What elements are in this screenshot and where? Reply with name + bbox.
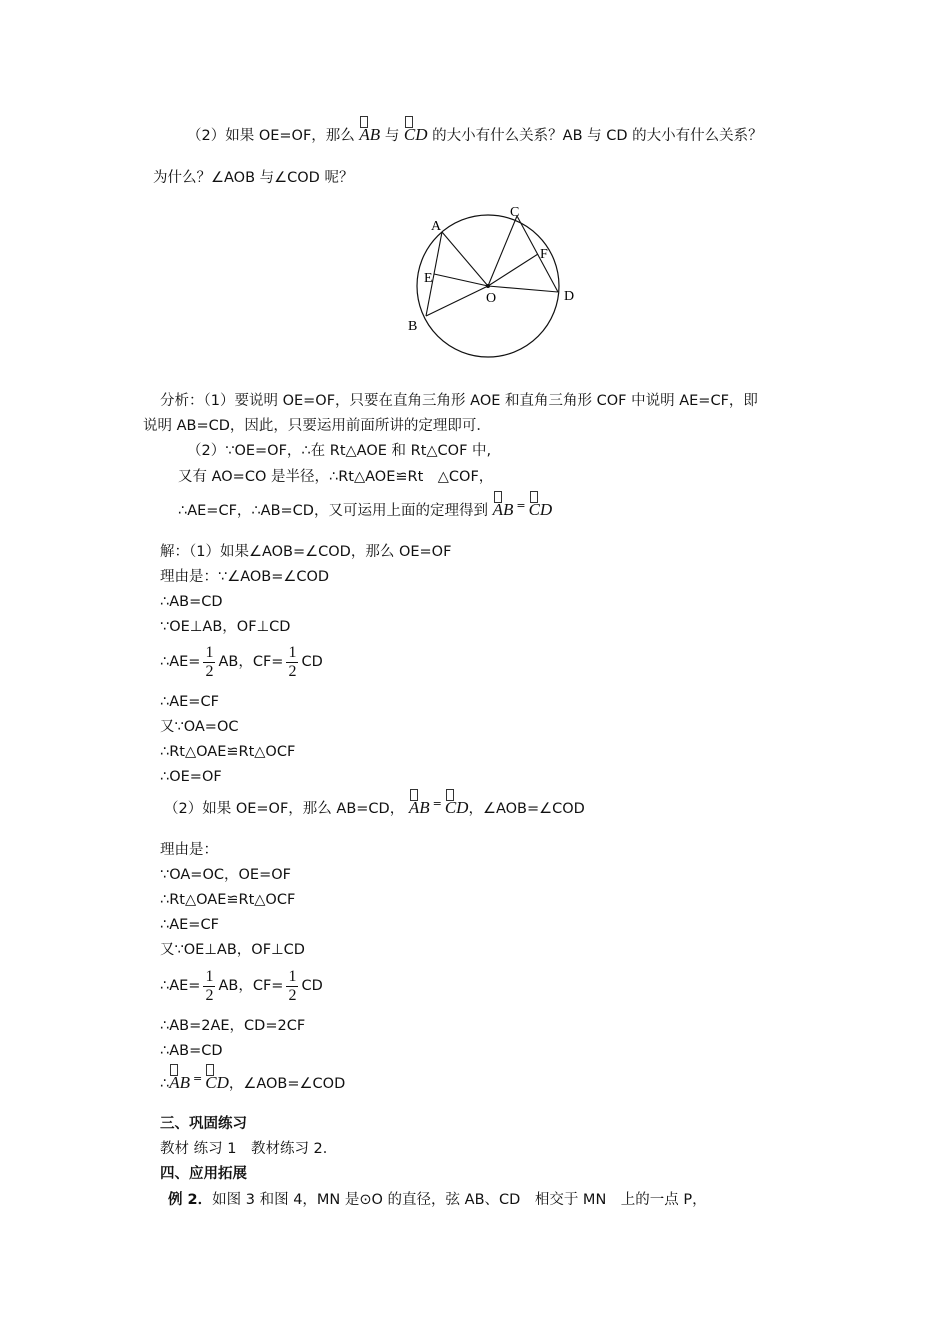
solution-line: ∵OE⊥AB，OF⊥CD [160,619,291,635]
analysis-line-2: 说明 AB=CD，因此，只要运用前面所讲的定理即可． [143,418,491,434]
label-b: B [408,319,418,334]
analysis-line-5: ∴AE=CF，∴AB=CD，又可运用上面的定理得到 AB = CD [178,494,552,522]
label-c: C [510,205,520,220]
solution-line: 解：（1）如果∠AOB=∠COD，那么 OE=OF [160,544,452,560]
question-text: （2）如果 OE=OF，那么 [187,128,355,144]
radius-ob [426,286,488,316]
arc-symbol-icon [405,116,413,128]
example-label: 例 2． [168,1192,213,1208]
arc-ab: AB [409,792,430,818]
arc-ab: AB [493,494,514,520]
example-text: 如图 3 和图 4，MN 是⊙O 的直径，弦 AB、CD 相交于 MN 上的一点 P， [212,1192,707,1208]
question-line-1 [187,119,763,146]
solution-line: 又∵OE⊥AB，OF⊥CD [160,942,305,958]
arc-symbol-icon [410,789,418,801]
solution-line: 理由是：∵∠AOB=∠COD [160,569,330,585]
solution-line: ∴AB=CD [160,594,223,610]
solution-line: ∴AE=CF [160,917,219,933]
segment-of [488,254,538,286]
arc-symbol-icon [446,789,454,801]
fraction-half: $\frac{1}{2}$ [288,967,297,1004]
arc-cd: CD [404,119,428,145]
solution-line: ∴AB=CD [160,1043,223,1059]
solution-line: ∵OA=OC，OE=OF [160,867,291,883]
solution-line: ∴Rt△OAE≌Rt△OCF [160,744,296,760]
label-o: O [486,291,497,306]
arc-symbol-icon [494,491,502,503]
solution-line: ∴OE=OF [160,769,222,785]
section-heading-practice: 三、巩固练习 [160,1116,247,1132]
solution-line: ∴AB=2AE，CD=2CF [160,1018,306,1034]
label-e: E [424,271,433,286]
radius-oc [488,216,517,286]
question-line-2: 为什么？∠AOB 与∠COD 呢？ [153,170,354,186]
arc-symbol-icon [360,116,368,128]
fraction-half: $\frac{1}{2}$ [205,967,214,1004]
solution-line: ∴AE=CF [160,694,219,710]
solution-line-arc: ∴ AB = CD，∠AOB=∠COD [160,1067,345,1095]
solution-line-fraction: ∴AE= $\frac{1}{2}$ AB，CF= $\frac{1}{2}$ CD [160,967,323,1004]
radius-oa [442,232,488,286]
circle-figure [400,196,590,366]
solution-line-fraction: ∴AE= $\frac{1}{2}$ AB，CF= $\frac{1}{2}$ CD [160,643,323,680]
arc-cd: CD [529,494,553,520]
radius-od [488,286,558,292]
example-2-line [168,1190,707,1210]
label-f: F [540,247,548,262]
solution-line: 理由是： [160,842,218,858]
section-heading-application: 四、应用拓展 [160,1166,247,1182]
arc-symbol-icon [206,1064,214,1076]
question-conj: 与 [384,128,400,144]
arc-cd: CD [205,1067,229,1093]
arc-cd: CD [445,792,469,818]
analysis-line-4: 又有 AO=CO 是半径，∴Rt△AOE≌Rt △COF， [178,469,494,485]
label-d: D [564,289,575,304]
center-point [486,284,490,288]
arc-symbol-icon [530,491,538,503]
analysis-line-3: （2）∵OE=OF，∴在 Rt△AOE 和 Rt△COF 中, [187,443,492,459]
solution-line: 又∵OA=OC [160,719,239,735]
question-text: 的大小有什么关系？AB 与 CD 的大小有什么关系？ [432,128,763,144]
analysis-line-1: 分析：（1）要说明 OE=OF，只要在直角三角形 AOE 和直角三角形 COF 中说明 AE=CF，即 [160,393,758,409]
solution-line-arc: （2）如果 OE=OF，那么 AB=CD， AB = CD，∠AOB=∠COD [164,792,585,820]
fraction-half: $\frac{1}{2}$ [205,643,214,680]
label-a: A [431,219,442,234]
arc-ab: AB [359,119,380,145]
arc-ab: AB [169,1067,190,1093]
arc-symbol-icon [170,1064,178,1076]
fraction-half: $\frac{1}{2}$ [288,643,297,680]
solution-line: ∴Rt△OAE≌Rt△OCF [160,892,296,908]
practice-text: 教材 练习 1 教材练习 2． [160,1141,338,1157]
